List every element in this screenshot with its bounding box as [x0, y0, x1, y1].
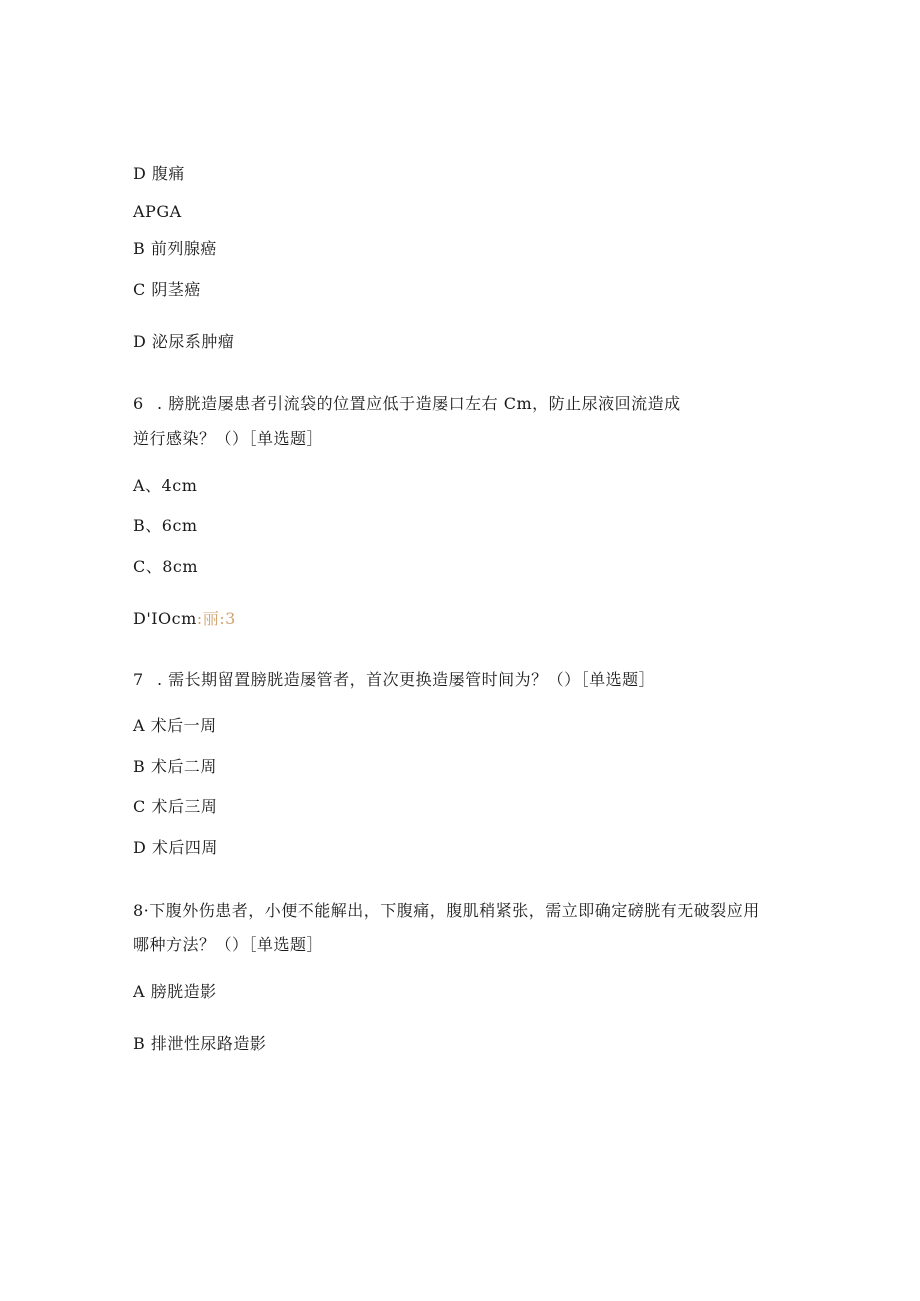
question-6-line-1 — [133, 394, 681, 414]
question-6-number: 6 — [133, 394, 144, 413]
option-d-abdominal-pain: D 腹痛 — [133, 164, 185, 183]
question-6-answer-note: :丽:3 — [196, 609, 236, 628]
question-7-option-d: D 术后四周 — [133, 838, 218, 857]
question-7-option-c: C 术后三周 — [133, 797, 218, 816]
question-6-option-d-text: D'IOcm — [133, 609, 197, 628]
question-7-option-a: A 术后一周 — [133, 716, 217, 735]
question-6-line-2: 逆行感染？（）［单选题］ — [133, 429, 324, 448]
question-8-line-2: 哪种方法？（）［单选题］ — [133, 935, 324, 954]
question-8-option-b: B 排泄性尿路造影 — [133, 1034, 267, 1053]
question-8-option-a: A 膀胱造影 — [133, 982, 217, 1001]
option-c-penile-cancer: C 阴茎癌 — [133, 280, 201, 299]
question-7-text: . 需长期留置膀胱造屡管者，首次更换造屡管时间为？（）［单选题］ — [157, 670, 656, 689]
question-6-option-a: A、4cm — [133, 476, 198, 495]
question-7-option-b: B 术后二周 — [133, 757, 217, 776]
question-6-option-d — [133, 609, 236, 629]
question-6-option-c: C、8cm — [133, 557, 199, 576]
option-b-prostate-cancer: B 前列腺癌 — [133, 239, 217, 258]
question-7-number: 7 — [133, 670, 144, 689]
question-6-option-b: B、6cm — [133, 516, 198, 535]
question-7-line-1 — [133, 670, 655, 690]
option-a-pga: APGA — [133, 202, 182, 221]
question-8-line-1: 8·下腹外伤患者，小便不能解出，下腹痛，腹肌稍紧张，需立即确定磅胱有无破裂应用 — [133, 901, 760, 920]
option-d-urinary-tumor: D 泌尿系肿瘤 — [133, 332, 235, 351]
question-6-text: . 膀胱造屡患者引流袋的位置应低于造屡口左右 Cm，防止尿液回流造成 — [157, 394, 681, 413]
